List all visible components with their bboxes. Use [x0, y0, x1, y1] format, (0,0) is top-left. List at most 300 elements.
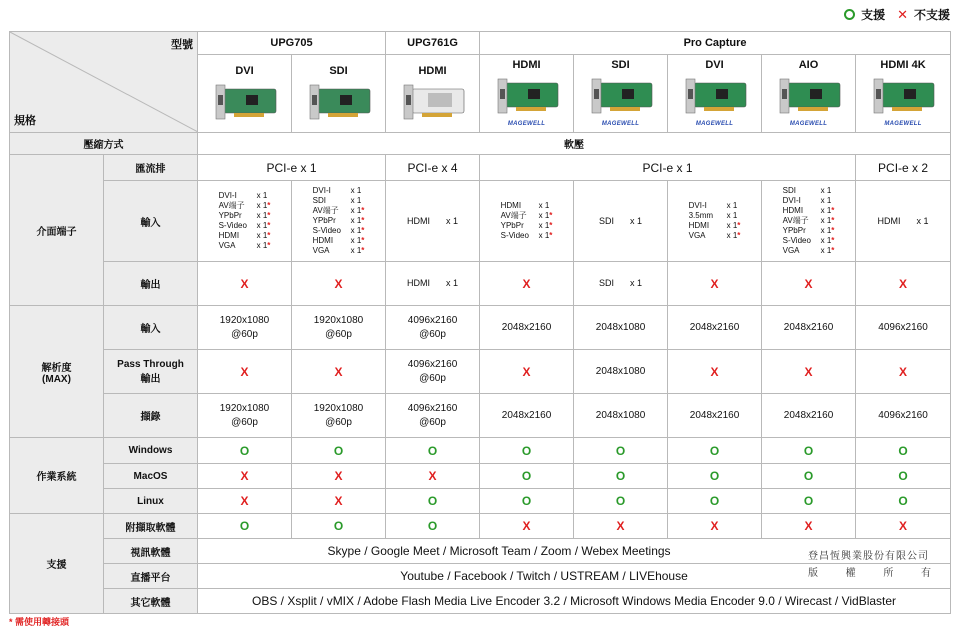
port-entry — [501, 211, 553, 221]
resolution-text: 4096x2160 — [878, 321, 928, 333]
interface-input-row — [10, 181, 951, 262]
model-cell — [762, 55, 856, 133]
port-name: DVI-I — [782, 196, 801, 205]
resolution-text: 2048x2160 — [501, 409, 552, 421]
port-name: VGA — [782, 246, 800, 255]
resolution-text: 1920x1080 — [313, 402, 364, 414]
support-label: 支援 — [10, 514, 104, 614]
compression-label: 壓縮方式 — [10, 133, 198, 155]
supported-mark: O — [521, 443, 532, 458]
res-capture — [762, 394, 856, 438]
capture-card-icon — [398, 81, 468, 123]
compression-value: 軟壓 — [198, 133, 951, 155]
port-count: x 1 — [256, 241, 268, 250]
resolution-label-line1: 解析度 — [41, 362, 72, 374]
passthrough-label-line2: 輸出 — [140, 373, 161, 385]
corner-model-label: 型號 — [171, 39, 193, 51]
port-count: x 1 — [446, 278, 459, 288]
adapter-asterisk: * — [361, 236, 365, 245]
supported-mark: O — [898, 443, 908, 458]
model-name: DVI — [235, 64, 254, 77]
port-name: HDMI — [407, 278, 430, 288]
support-cell — [198, 438, 292, 464]
output-ports — [574, 262, 668, 306]
x-mark: X — [899, 276, 908, 291]
resolution-text: 4096x2160 — [407, 314, 458, 326]
port-count: x 1 — [820, 246, 832, 255]
port-count: x 1 — [350, 186, 362, 195]
rights-char: 所 — [883, 568, 895, 579]
port-entry — [783, 186, 835, 196]
port-entry — [313, 226, 365, 236]
support-cell — [856, 464, 951, 489]
resolution-label-line2: (MAX) — [42, 373, 71, 385]
resolution-text: @60p — [419, 416, 446, 428]
resolution-text: 2048x2160 — [689, 409, 740, 421]
supported-mark: O — [898, 494, 908, 508]
port-count: x 1 — [350, 246, 362, 255]
video-value: Skype / Google Meet / Microsoft Team / Zoom / Webex Meetings — [198, 539, 951, 564]
port-count: x 1 — [538, 211, 550, 220]
port-name: AV端子 — [500, 211, 527, 220]
port-entry — [219, 201, 271, 211]
brand-logo: MAGEWELL — [695, 121, 734, 127]
diagonal-line — [10, 32, 198, 132]
support-cell — [762, 464, 856, 489]
port-name: S-Video — [312, 226, 341, 235]
legend — [844, 6, 950, 23]
port-entry — [689, 221, 741, 231]
support-cell — [198, 489, 292, 514]
resolution-text: 2048x2160 — [501, 321, 552, 333]
port-entry — [219, 211, 271, 221]
port-name: DVI-I — [312, 186, 331, 195]
port-name: AV端子 — [782, 216, 809, 225]
support-cell — [480, 514, 574, 539]
port-name: SDI — [599, 215, 615, 226]
x-mark: X — [804, 364, 813, 379]
port-name: HDMI — [500, 201, 522, 210]
adapter-asterisk: * — [549, 211, 553, 220]
x-mark: X — [899, 364, 908, 379]
support-cell — [198, 464, 292, 489]
adapter-asterisk: * — [831, 246, 835, 255]
support-cell — [386, 464, 480, 489]
resolution-text: 4096x2160 — [407, 402, 458, 414]
res-input — [198, 306, 292, 350]
capture-card-icon — [680, 75, 750, 117]
supported-mark: O — [427, 519, 438, 533]
support-cell — [762, 514, 856, 539]
input-ports — [292, 181, 386, 262]
resolution-text: @60p — [325, 416, 352, 428]
res-input — [856, 306, 951, 350]
asterisk-icon: * — [9, 617, 13, 627]
port-count: x 1 — [538, 231, 550, 240]
support-cell — [668, 489, 762, 514]
unsupported-mark: X — [240, 494, 249, 508]
x-mark: X — [710, 364, 719, 379]
model-name: AIO — [798, 59, 819, 71]
group-pro-capture: Pro Capture — [480, 32, 951, 55]
x-mark: X — [240, 276, 249, 291]
supported-mark: O — [898, 469, 908, 483]
support-cell — [762, 489, 856, 514]
model-cell — [480, 55, 574, 133]
supported-mark: O — [615, 494, 626, 508]
port-count: x 1 — [350, 226, 362, 235]
port-name: VGA — [218, 241, 236, 250]
port-entry — [219, 221, 271, 231]
supported-mark: O — [709, 494, 720, 508]
port-name: YPbPr — [218, 211, 242, 220]
company-mark — [808, 548, 932, 582]
port-name: 3.5mm — [688, 211, 714, 220]
capture-card-icon — [304, 81, 374, 123]
interface-output-row — [10, 262, 951, 306]
rights-char: 有 — [920, 568, 932, 579]
supported-mark: O — [333, 443, 344, 458]
adapter-asterisk: * — [361, 246, 365, 255]
supported-mark: O — [709, 443, 720, 458]
x-mark: X — [334, 364, 343, 379]
support-cell — [386, 514, 480, 539]
adapter-asterisk: * — [361, 206, 365, 215]
port-name: S-Video — [500, 231, 529, 240]
res-input — [574, 306, 668, 350]
resolution-text: 2048x2160 — [783, 409, 834, 421]
resolution-text: 2048x2160 — [783, 321, 834, 333]
port-entry — [783, 206, 835, 216]
supported-mark: O — [709, 469, 720, 483]
footnote-text: 需使用轉接頭 — [15, 617, 70, 627]
capture-card-icon — [586, 75, 656, 117]
port-entry — [689, 211, 741, 221]
x-mark: X — [334, 276, 343, 291]
resolution-text: @60p — [419, 372, 446, 384]
resolution-label — [10, 306, 104, 438]
passthrough-label-line1: Pass Through — [117, 358, 184, 370]
port-name: DVI-I — [218, 191, 237, 200]
port-entry — [219, 241, 271, 251]
port-count: x 1 — [726, 211, 738, 220]
supported-mark: O — [521, 469, 532, 483]
port-name: AV端子 — [312, 206, 339, 215]
port-name: HDMI — [877, 215, 901, 226]
support-cell — [668, 464, 762, 489]
passthrough-value — [574, 350, 668, 394]
bus-value: PCI-e x 1 — [198, 155, 386, 181]
os-row-linux — [10, 489, 951, 514]
resolution-text: 1920x1080 — [219, 402, 270, 414]
port-count: x 1 — [256, 191, 268, 200]
port-count: x 1 — [820, 216, 832, 225]
unsupported-mark: X — [522, 519, 531, 533]
port-count: x 1 — [350, 206, 362, 215]
port-entry — [783, 196, 835, 206]
adapter-asterisk: * — [267, 231, 271, 240]
resolution-text: 2048x2160 — [689, 321, 740, 333]
port-count: x 1 — [256, 231, 268, 240]
port-name: YPbPr — [782, 226, 806, 235]
input-ports — [386, 181, 480, 262]
other-value: OBS / Xsplit / vMIX / Adobe Flash Media Live Encoder 3.2 / Microsoft Windows Media Encoder 9.0 / Wirecast / VidBlaster — [198, 589, 951, 614]
spec-table — [9, 31, 951, 614]
port-entry — [501, 231, 553, 241]
interface-input-label: 輸入 — [104, 181, 198, 262]
adapter-asterisk: * — [267, 241, 271, 250]
port-name: S-Video — [782, 236, 811, 245]
model-cell — [574, 55, 668, 133]
port-entry — [313, 236, 365, 246]
supported-mark: O — [521, 494, 532, 508]
port-count: x 1 — [916, 215, 929, 226]
port-name: HDMI — [218, 231, 240, 240]
x-mark: X — [710, 276, 719, 291]
passthrough-label — [104, 350, 198, 394]
resolution-text: @60p — [231, 416, 258, 428]
live-value: Youtube / Facebook / Twitch / USTREAM / LIVEhouse — [198, 564, 951, 589]
bundled-software-row — [10, 514, 951, 539]
brand-logo: MAGEWELL — [789, 121, 828, 127]
port-entry — [313, 246, 365, 256]
support-cell — [574, 489, 668, 514]
unsupported-mark: X — [899, 519, 908, 533]
port-name: SDI — [599, 278, 615, 288]
port-name: HDMI — [407, 215, 430, 226]
capture-card-icon — [492, 75, 562, 117]
port-entry — [501, 201, 553, 211]
model-name: DVI — [705, 59, 724, 71]
res-capture — [856, 394, 951, 438]
passthrough-row — [10, 350, 951, 394]
legend-no-support: 不支援 — [913, 8, 950, 22]
resolution-text: 2048x1080 — [595, 409, 646, 421]
support-cell — [386, 489, 480, 514]
res-capture — [668, 394, 762, 438]
port-entry — [783, 216, 835, 226]
other-label: 其它軟體 — [104, 589, 198, 614]
adapter-asterisk: * — [267, 201, 271, 210]
port-entry — [689, 231, 741, 241]
support-cell — [292, 514, 386, 539]
port-entry — [313, 216, 365, 226]
port-name: HDMI — [782, 206, 804, 215]
live-label: 直播平台 — [104, 564, 198, 589]
adapter-asterisk: * — [267, 221, 271, 230]
port-name: YPbPr — [500, 221, 524, 230]
resolution-input-row — [10, 306, 951, 350]
port-entry — [313, 196, 365, 206]
port-name: HDMI — [688, 221, 710, 230]
passthrough-value — [386, 350, 480, 394]
res-input — [480, 306, 574, 350]
adapter-asterisk: * — [831, 236, 835, 245]
support-cell — [574, 514, 668, 539]
model-name: SDI — [611, 59, 630, 71]
res-capture — [574, 394, 668, 438]
supported-mark: O — [239, 443, 250, 458]
model-name: HDMI — [512, 59, 541, 71]
unsupported-mark: X — [616, 519, 625, 533]
unsupported-mark: X — [240, 469, 249, 483]
port-name: SDI — [312, 196, 326, 205]
input-ports — [762, 181, 856, 262]
res-capture — [386, 394, 480, 438]
model-cell — [198, 55, 292, 133]
bus-value: PCI-e x 1 — [480, 155, 856, 181]
port-count: x 1 — [820, 196, 832, 205]
model-cell — [386, 55, 480, 133]
company-name: 登昌恆興業股份有限公司 — [808, 551, 929, 562]
adapter-asterisk: * — [549, 231, 553, 240]
os-row-macos — [10, 464, 951, 489]
port-entry — [313, 206, 365, 216]
model-name: HDMI — [418, 64, 447, 77]
model-name: HDMI 4K — [880, 59, 926, 71]
support-cell — [480, 464, 574, 489]
port-name: VGA — [688, 231, 706, 240]
circle-icon — [844, 9, 855, 20]
support-cell — [198, 514, 292, 539]
resolution-text: 2048x1080 — [595, 365, 646, 377]
bus-row — [10, 155, 951, 181]
support-cell — [480, 489, 574, 514]
adapter-asterisk: * — [831, 216, 835, 225]
supported-mark: O — [615, 443, 626, 458]
interface-label: 介面端子 — [10, 155, 104, 306]
port-count: x 1 — [256, 211, 268, 220]
resolution-text: @60p — [325, 328, 352, 340]
unsupported-mark: X — [334, 469, 343, 483]
support-cell — [856, 489, 951, 514]
model-cell — [668, 55, 762, 133]
output-ports — [386, 262, 480, 306]
support-cell — [574, 464, 668, 489]
res-input — [668, 306, 762, 350]
port-count: x 1 — [256, 221, 268, 230]
model-name: SDI — [329, 64, 348, 77]
brand-logo: MAGEWELL — [884, 121, 922, 127]
port-count: x 1 — [820, 186, 832, 195]
supported-mark: O — [803, 469, 814, 483]
res-capture — [198, 394, 292, 438]
port-count: x 1 — [726, 201, 738, 210]
x-mark: X — [804, 276, 813, 291]
resolution-text: 4096x2160 — [407, 358, 458, 370]
port-count: x 1 — [820, 236, 832, 245]
interface-output-label: 輸出 — [104, 262, 198, 306]
adapter-asterisk: * — [737, 231, 741, 240]
corner-cell — [10, 32, 198, 133]
support-cell — [292, 438, 386, 464]
header-group-row — [10, 32, 951, 55]
bundled-label: 附擷取軟體 — [104, 514, 198, 539]
group-upg705: UPG705 — [198, 32, 386, 55]
port-count: x 1 — [350, 216, 362, 225]
support-cell — [292, 464, 386, 489]
port-name: HDMI — [312, 236, 334, 245]
port-entry — [783, 246, 835, 256]
port-entry — [313, 186, 365, 196]
port-count: x 1 — [820, 206, 832, 215]
supported-mark: O — [427, 494, 438, 508]
res-input — [762, 306, 856, 350]
bus-value: PCI-e x 2 — [856, 155, 951, 181]
support-cell — [856, 514, 951, 539]
model-cell — [856, 55, 951, 133]
port-name: SDI — [782, 186, 796, 195]
support-cell — [668, 438, 762, 464]
brand-logo: MAGEWELL — [601, 121, 640, 127]
resolution-text: 2048x1080 — [595, 321, 646, 333]
compression-row — [10, 133, 951, 155]
port-count: x 1 — [630, 215, 643, 226]
res-capture — [480, 394, 574, 438]
port-count: x 1 — [538, 221, 550, 230]
group-upg761g: UPG761G — [386, 32, 480, 55]
other-software-row — [10, 589, 951, 614]
support-cell — [668, 514, 762, 539]
bus-label: 匯流排 — [104, 155, 198, 181]
adapter-asterisk: * — [361, 216, 365, 225]
os-name: MacOS — [104, 464, 198, 489]
capture-card-icon — [774, 75, 844, 117]
input-ports — [480, 181, 574, 262]
unsupported-mark: X — [804, 519, 813, 533]
port-count: x 1 — [446, 215, 459, 226]
resolution-text: 1920x1080 — [219, 314, 270, 326]
port-count: x 1 — [350, 236, 362, 245]
resolution-text: 4096x2160 — [878, 409, 928, 421]
resolution-text: 1920x1080 — [313, 314, 364, 326]
os-name: Linux — [104, 489, 198, 514]
brand-logo: MAGEWELL — [507, 121, 546, 127]
rights-char: 版 — [808, 568, 819, 579]
port-name: AV端子 — [218, 201, 245, 210]
unsupported-mark: X — [428, 469, 437, 483]
support-cell — [856, 438, 951, 464]
res-input — [386, 306, 480, 350]
port-entry — [689, 201, 741, 211]
cross-icon: ✕ — [897, 6, 908, 22]
port-entry — [783, 226, 835, 236]
model-cell — [292, 55, 386, 133]
port-count: x 1 — [820, 226, 832, 235]
res-input — [292, 306, 386, 350]
port-count: x 1 — [630, 278, 643, 288]
legend-support: 支援 — [861, 8, 886, 22]
adapter-asterisk: * — [267, 211, 271, 220]
copyright-text — [808, 565, 932, 582]
os-row-windows — [10, 438, 951, 464]
adapter-asterisk: * — [737, 221, 741, 230]
x-mark: X — [240, 364, 249, 379]
input-ports — [668, 181, 762, 262]
bus-value: PCI-e x 4 — [386, 155, 480, 181]
rights-char: 權 — [845, 568, 857, 579]
x-mark: X — [522, 276, 531, 291]
res-capture — [292, 394, 386, 438]
corner-spec-label: 規格 — [14, 115, 36, 127]
os-name: Windows — [104, 438, 198, 464]
supported-mark: O — [803, 494, 814, 508]
video-label: 視訊軟體 — [104, 539, 198, 564]
support-cell — [386, 438, 480, 464]
port-count: x 1 — [726, 221, 738, 230]
support-cell — [762, 438, 856, 464]
supported-mark: O — [615, 469, 626, 483]
